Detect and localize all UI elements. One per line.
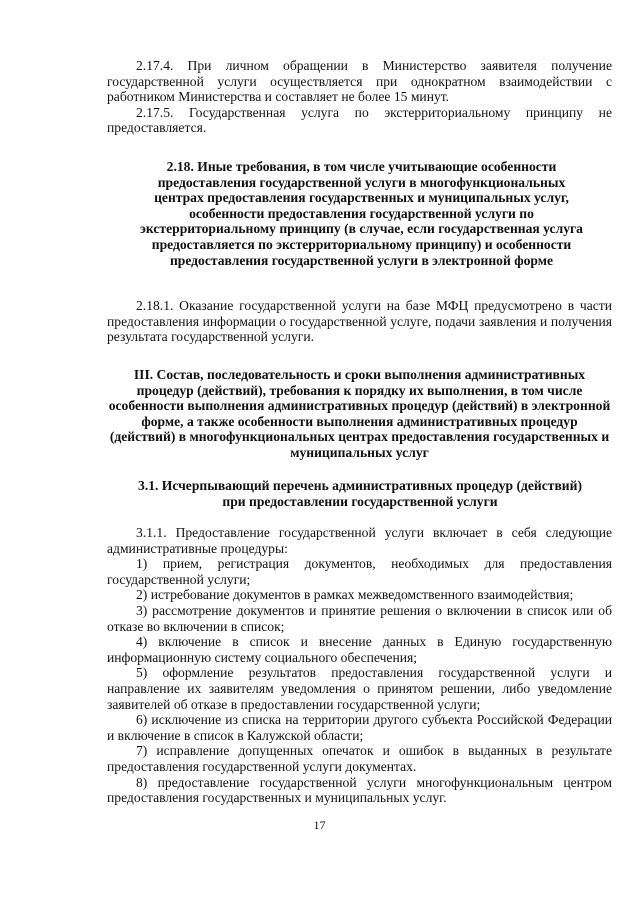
paragraph-2-18-1: 2.18.1. Оказание государственной услуги на базе МФЦ предусмотрено в части предоставления информации о государственной услуге, подачи заявления и получения результата государственной услуги.	[107, 298, 612, 345]
procedure-item: 7) исправление допущенных опечаток и ошибок в выданных в результате предоставления государственной услуги документах.	[107, 743, 612, 774]
procedure-item: 6) исключение из списка на территории другого субъекта Российской Федерации и включение в список в Калужской области;	[107, 712, 612, 743]
page-number: 17	[313, 818, 326, 832]
procedure-item: 3) рассмотрение документов и принятие решения о включении в список или об отказе во включении в список;	[107, 602, 612, 634]
procedure-item: 2) истребование документов в рамках межведомственного взаимодействия;	[136, 587, 574, 603]
paragraph-2-17-4: 2.17.4. При личном обращении в Министерство заявителя получение государственной услуги осуществляется при однократном взаимодействии с работником Министерства и составляет не более 15 минут.	[107, 58, 612, 105]
section-2-18-paragraphs	[107, 298, 612, 345]
section-2-17-paragraphs	[107, 58, 612, 136]
section-3-1-paragraphs	[107, 525, 612, 806]
heading-section-iii: III. Состав, последовательность и сроки выполнения административных процедур (действий), требования к порядку их выполнения, в том числе особенности выполнения административных процедур (действий) в электронной форме, а также особенности выполнения административных процедур (действий) в многофункциональных центрах предоставления государственных и муниципальных услуг	[108, 367, 611, 460]
procedure-item: 1) прием, регистрация документов, необходимых для предоставления государственной услуги;	[107, 556, 612, 587]
procedure-item: 5) оформление результатов предоставления государственной услуги и направление их заявителям уведомления о принятом решении, либо уведомление заявителей об отказе в предоставлении государственной услуги;	[107, 665, 612, 712]
procedure-item: 4) включение в список и внесение данных в Единую государственную информационную систему социального обеспечения;	[107, 634, 612, 665]
paragraph-3-1-1: 3.1.1. Предоставление государственной услуги включает в себя следующие административные процедуры:	[107, 525, 612, 556]
heading-3-1: 3.1. Исчерпывающий перечень административных процедур (действий) при предоставлении государственной услуги	[138, 478, 582, 509]
paragraph-2-17-5: 2.17.5. Государственная услуга по экстерриториальному принципу не предоставляется.	[107, 104, 612, 136]
procedure-item: 8) предоставление государственной услуги многофункциональным центром предоставления государственных и муниципальных услуг.	[107, 774, 612, 806]
heading-2-18: 2.18. Иные требования, в том числе учитывающие особенности предоставления государственной услуги в многофункциональных центрах предоставления государственных и муниципальных услуг, особенности предоставления государственной услуги по экстерриториальному принципу (в случае, если государственная услуга предоставляется по экстерриториальному принципу) и особенности предоставления государственной услуги в электронной форме	[140, 159, 583, 268]
